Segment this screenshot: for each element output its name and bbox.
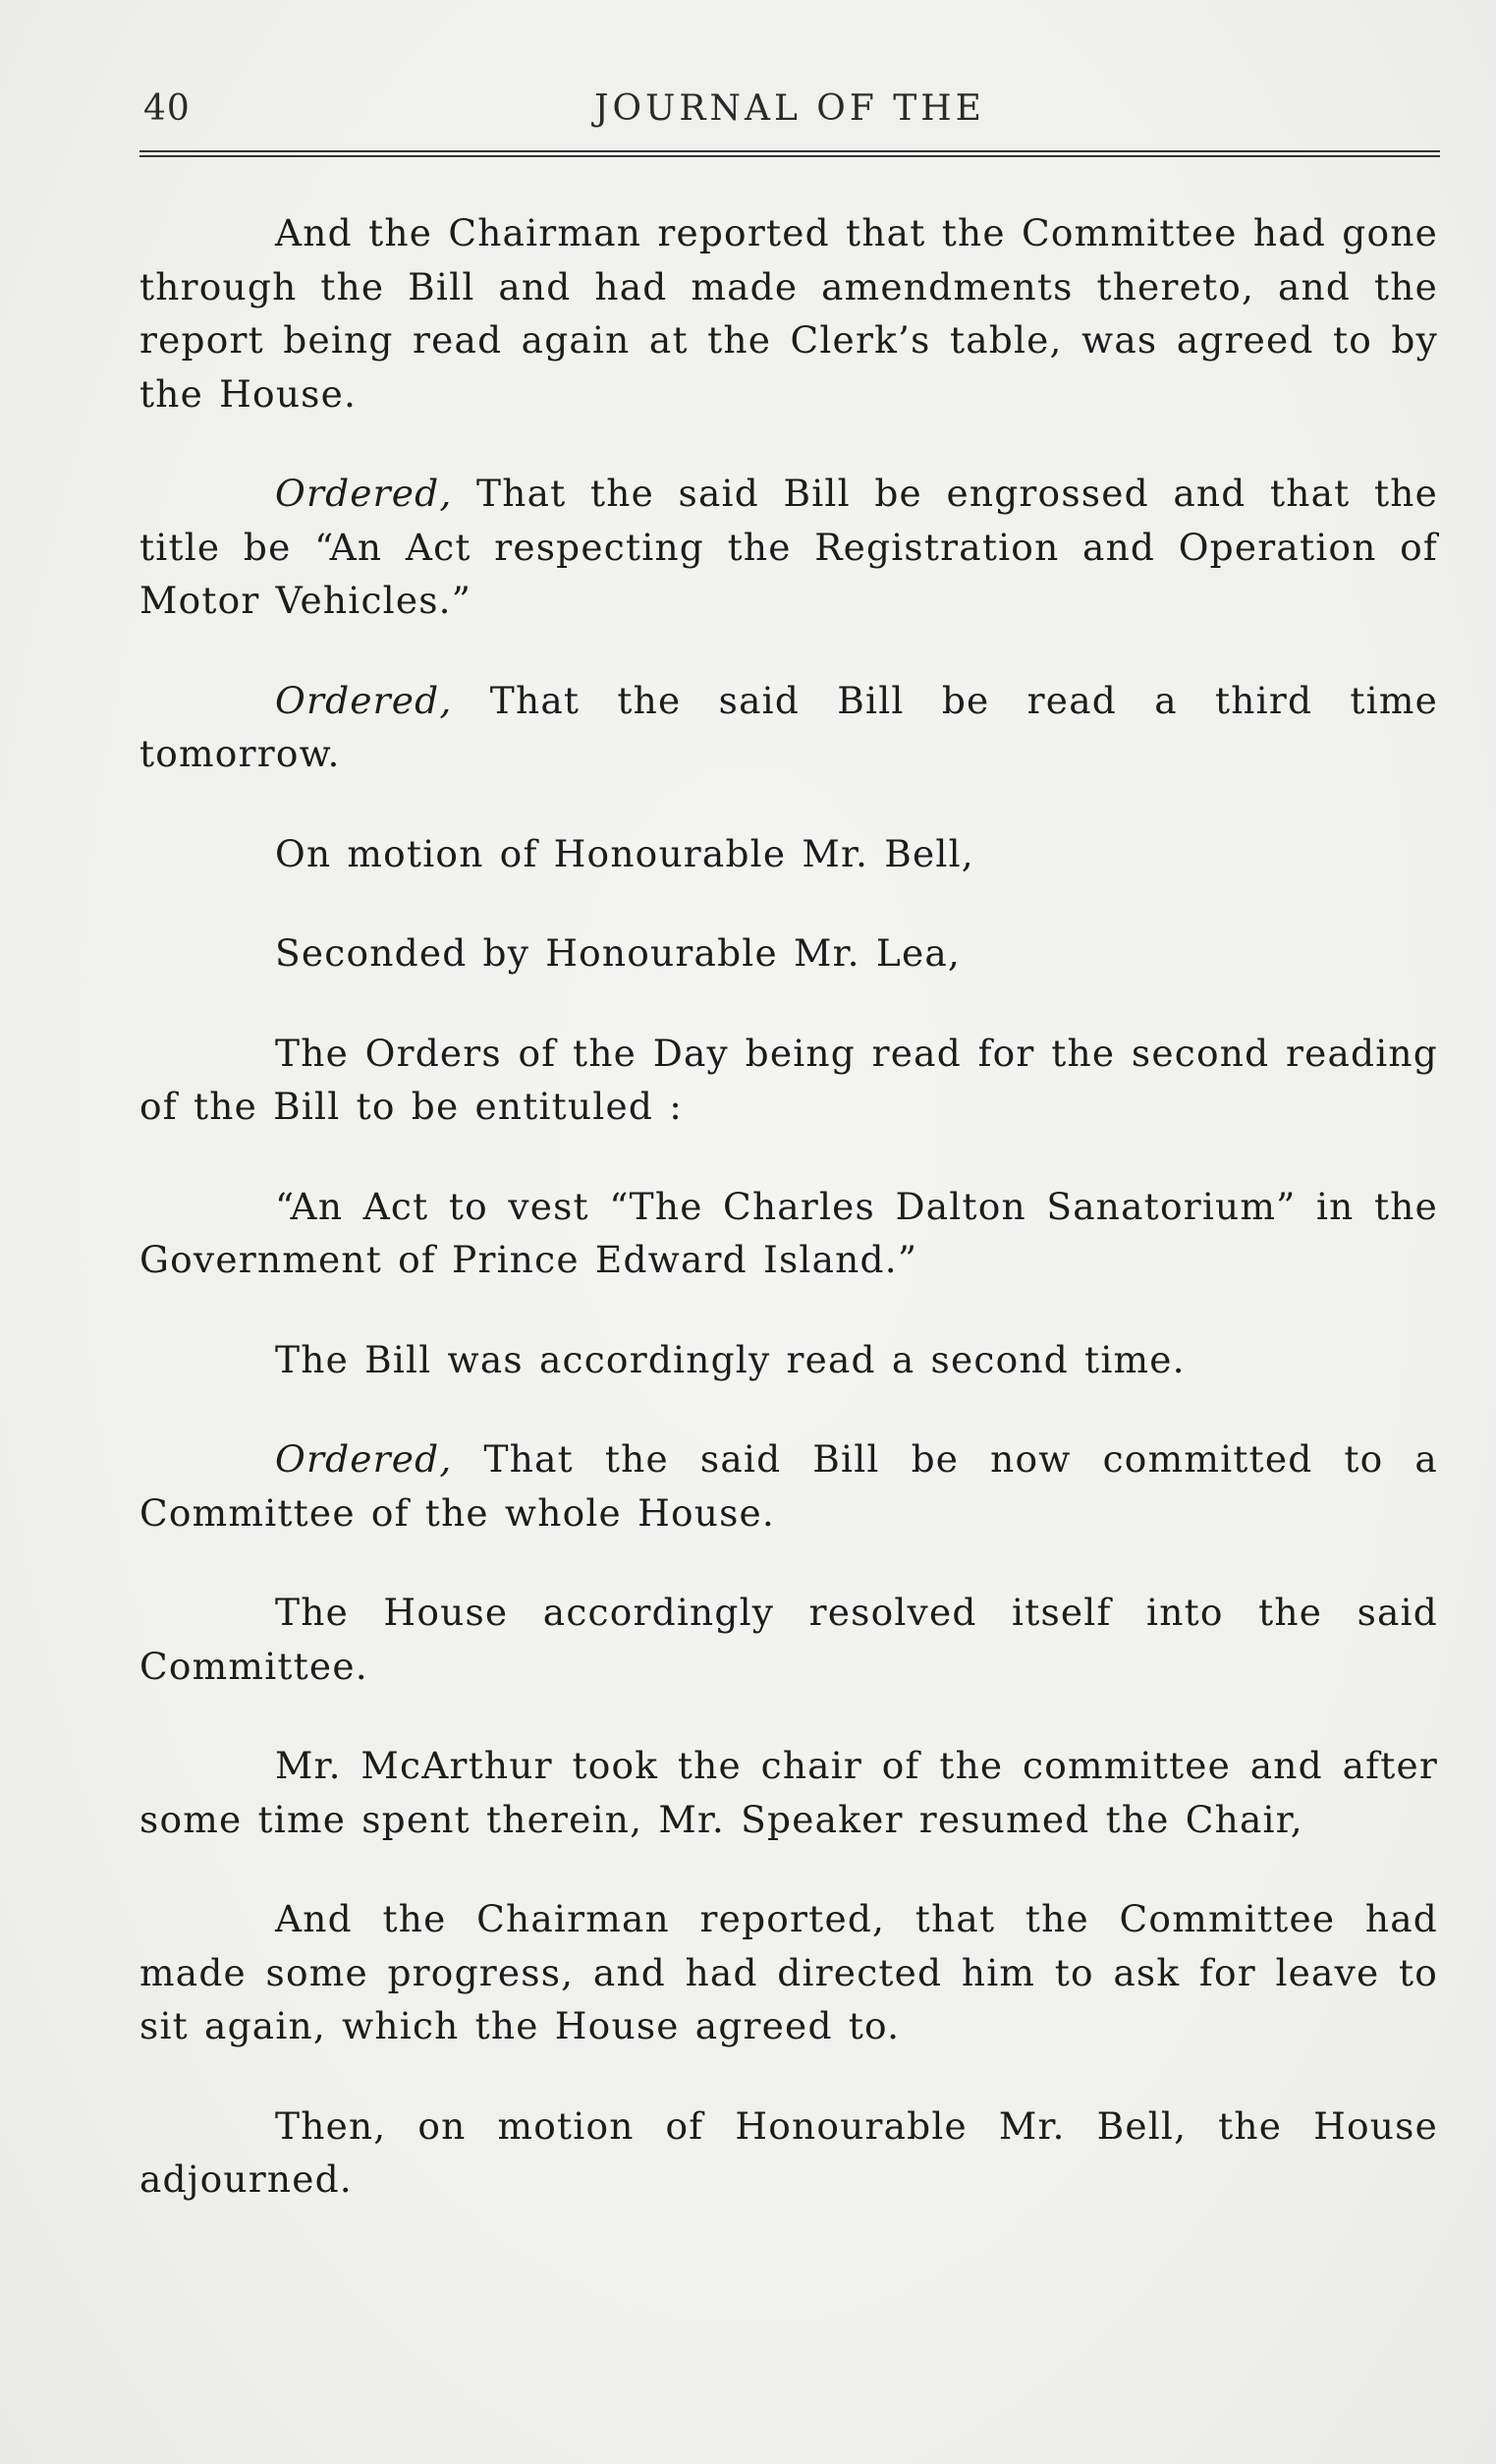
running-head [139,88,1440,136]
paragraph-house-resolved [139,1586,1438,1693]
paragraph-text: That the said Bill be engrossed and that the title be “An Act respecting the Registration and Operation of Motor Vehicles.” [139,472,1438,622]
paragraph-second-reading [139,1333,1438,1387]
paragraph-mcarthur-chair [139,1739,1438,1846]
page-number: 40 [143,88,191,129]
paragraph-orders-of-day [139,1027,1438,1134]
paragraph-text: That the said Bill be now committed to a Committee of the whole House. [139,1437,1438,1535]
paragraph-text: The Orders of the Day being read for the second reading of the Bill to be entituled : [139,1031,1438,1128]
journal-body [139,206,1438,2253]
paragraph-text: The House accordingly resolved itself into the said Committee. [139,1591,1438,1688]
paragraph-text: Seconded by Honourable Mr. Lea, [275,931,962,975]
ordered-label: Ordered, [275,1437,453,1481]
header-double-rule [139,150,1440,157]
journal-title: JOURNAL OF THE [594,88,985,129]
paragraph-ordered-committed [139,1432,1438,1540]
paragraph-text: “An Act to vest “The Charles Dalton Sanatorium” in the Government of Prince Edward Island.” [139,1184,1438,1281]
paragraph-text: That the said Bill be read a third time tomorrow. [139,678,1438,775]
paragraph-motion [139,827,1438,881]
paragraph-text: Mr. McArthur took the chair of the committee and after some time spent therein, Mr. Speaker resumed the Chair, [139,1744,1438,1841]
paragraph-text: Then, on motion of Honourable Mr. Bell, the House adjourned. [139,2103,1438,2201]
paragraph-text: And the Chairman reported that the Committee had gone through the Bill and had made amendments thereto, and the report being read again at the Clerk’s table, was agreed to by the House. [139,211,1438,416]
paragraph-ordered-third-reading [139,674,1438,781]
paragraph-progress-report [139,1892,1438,2053]
paragraph-seconded [139,926,1438,980]
paragraph-act-title [139,1180,1438,1287]
paragraph-text: On motion of Honourable Mr. Bell, [275,831,974,875]
ordered-label: Ordered, [275,678,453,722]
paragraph-adjourned [139,2100,1438,2207]
ordered-label: Ordered, [275,472,453,515]
paragraph-text: And the Chairman reported, that the Committee had made some progress, and had directed him to ask for leave to sit again, which the House agreed to. [139,1897,1438,2047]
paragraph-text: The Bill was accordingly read a second time. [275,1337,1186,1381]
paragraph-chairman-report [139,206,1438,420]
paragraph-ordered-engrossed [139,467,1438,628]
